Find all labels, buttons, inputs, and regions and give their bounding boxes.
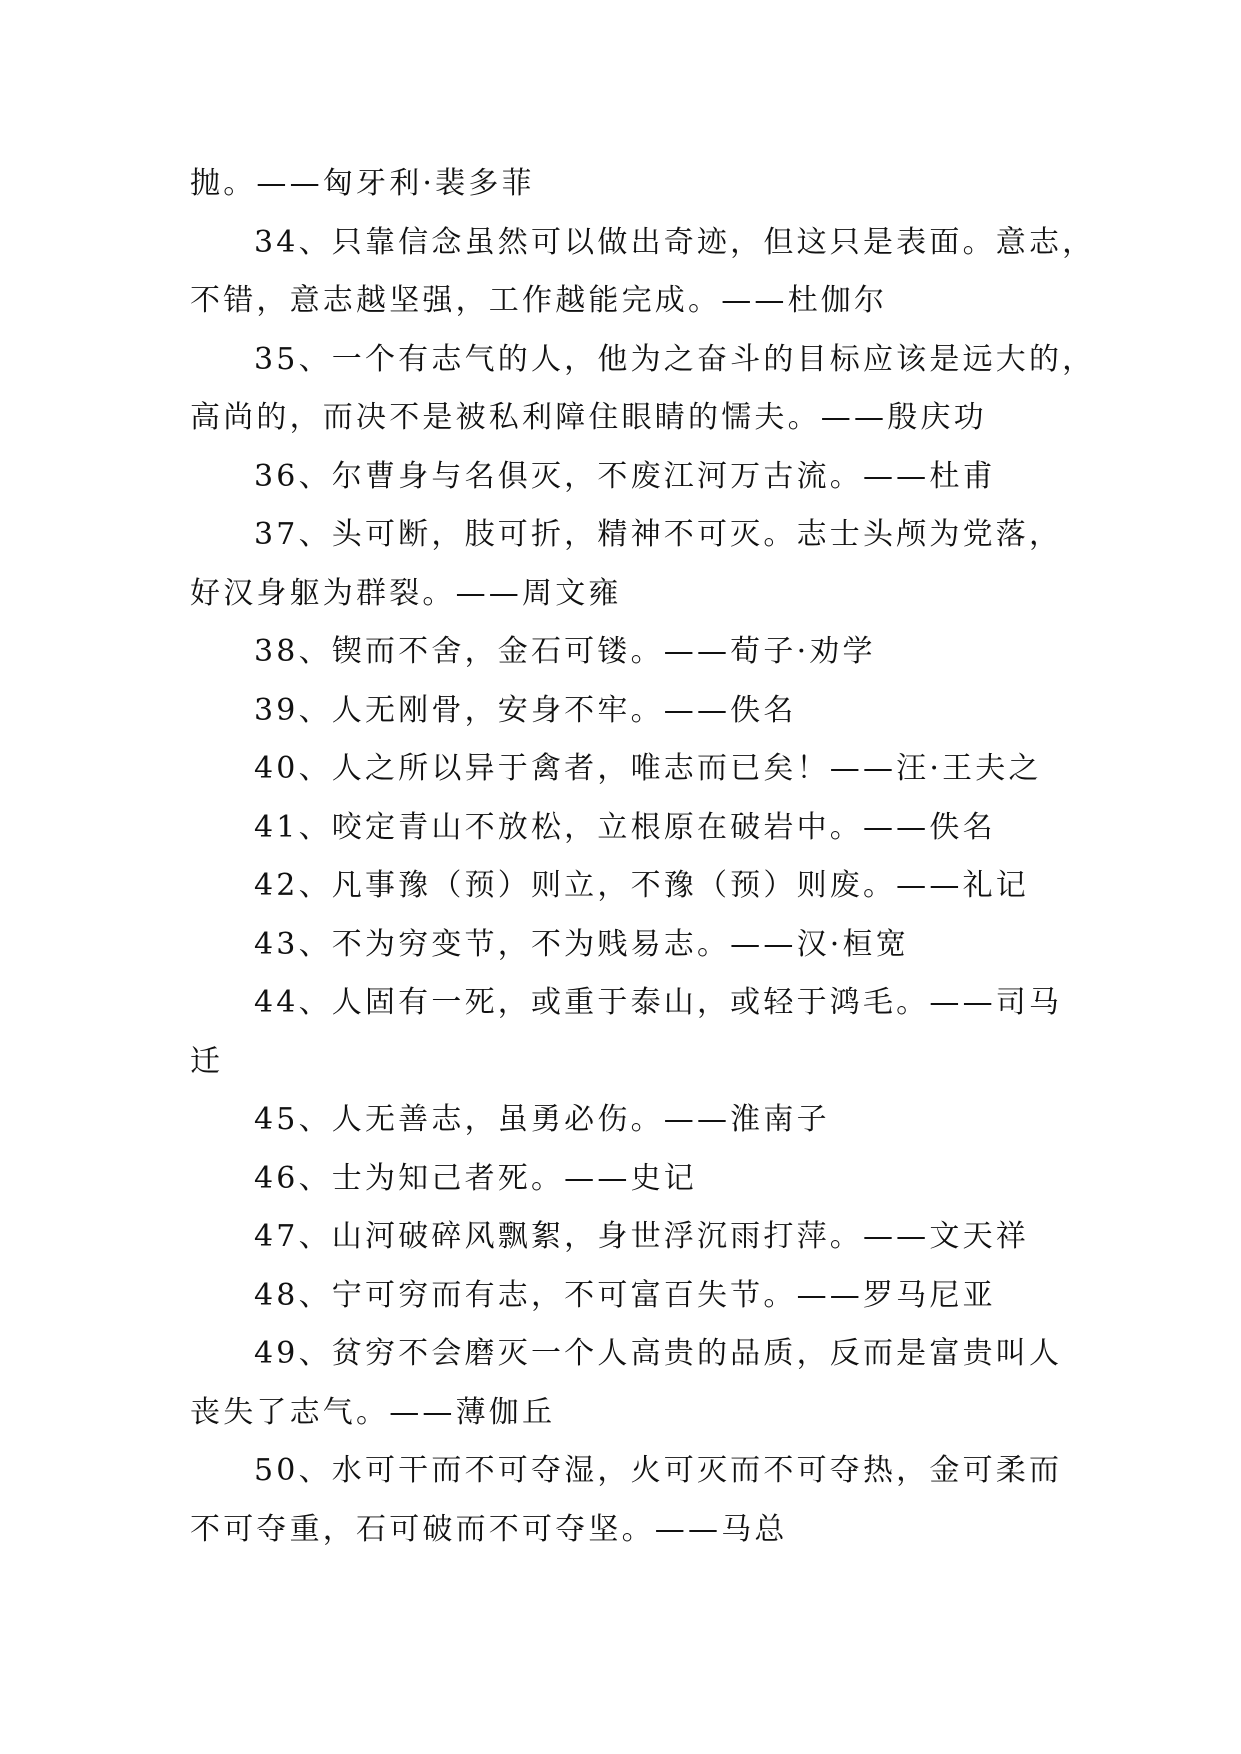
text-line: 48、宁可穷而有志，不可富百失节。——罗马尼亚 <box>254 1277 996 1313</box>
text-line: 46、士为知己者死。——史记 <box>254 1160 697 1196</box>
text-line: 38、锲而不舍，金石可镂。——荀子·劝学 <box>254 634 876 669</box>
text-line: 好汉身躯为群裂。——周文雍 <box>190 575 622 611</box>
text-line: 47、山河破碎风飘絮，身世浮沉雨打萍。——文天祥 <box>254 1219 1029 1254</box>
text-line: 40、人之所以异于禽者，唯志而已矣！——汪·王夫之 <box>254 751 1042 786</box>
text-line: 迁 <box>190 1043 224 1079</box>
text-line: 50、水可干而不可夺湿，火可灭而不可夺热，金可柔而 <box>254 1453 1063 1488</box>
text-line: 不错，意志越坚强，工作越能完成。——杜伽尔 <box>190 283 888 318</box>
text-line: 42、凡事豫（预）则立，不豫（预）则废。——礼记 <box>254 868 1029 903</box>
text-line: 45、人无善志，虽勇必伤。——淮南子 <box>254 1102 830 1137</box>
text-line: 44、人固有一死，或重于泰山，或轻于鸿毛。——司马 <box>254 985 1063 1020</box>
text-line: 37、头可断，肢可折，精神不可灭。志士头颅为党落， <box>254 517 1063 552</box>
text-line: 高尚的，而决不是被私利障住眼睛的懦夫。——殷庆功 <box>190 400 987 435</box>
text-line: 41、咬定青山不放松，立根原在破岩中。——佚名 <box>254 809 996 845</box>
quote-text-block <box>190 155 1096 1559</box>
text-line: 35、一个有志气的人，他为之奋斗的目标应该是远大的， <box>254 341 1096 377</box>
text-line: 丧失了志气。——薄伽丘 <box>190 1394 556 1430</box>
text-line: 抛。——匈牙利·裴多菲 <box>190 166 535 201</box>
text-line: 39、人无刚骨，安身不牢。——佚名 <box>254 692 797 728</box>
text-line: 34、只靠信念虽然可以做出奇迹，但这只是表面。意志， <box>254 224 1096 260</box>
text-line: 49、贫穷不会磨灭一个人高贵的品质，反而是富贵叫人 <box>254 1336 1063 1371</box>
text-line: 43、不为穷变节，不为贱易志。——汉·桓宽 <box>254 926 909 962</box>
text-line: 不可夺重，石可破而不可夺坚。——马总 <box>190 1511 788 1547</box>
text-line: 36、尔曹身与名俱灭，不废江河万古流。——杜甫 <box>254 458 996 494</box>
